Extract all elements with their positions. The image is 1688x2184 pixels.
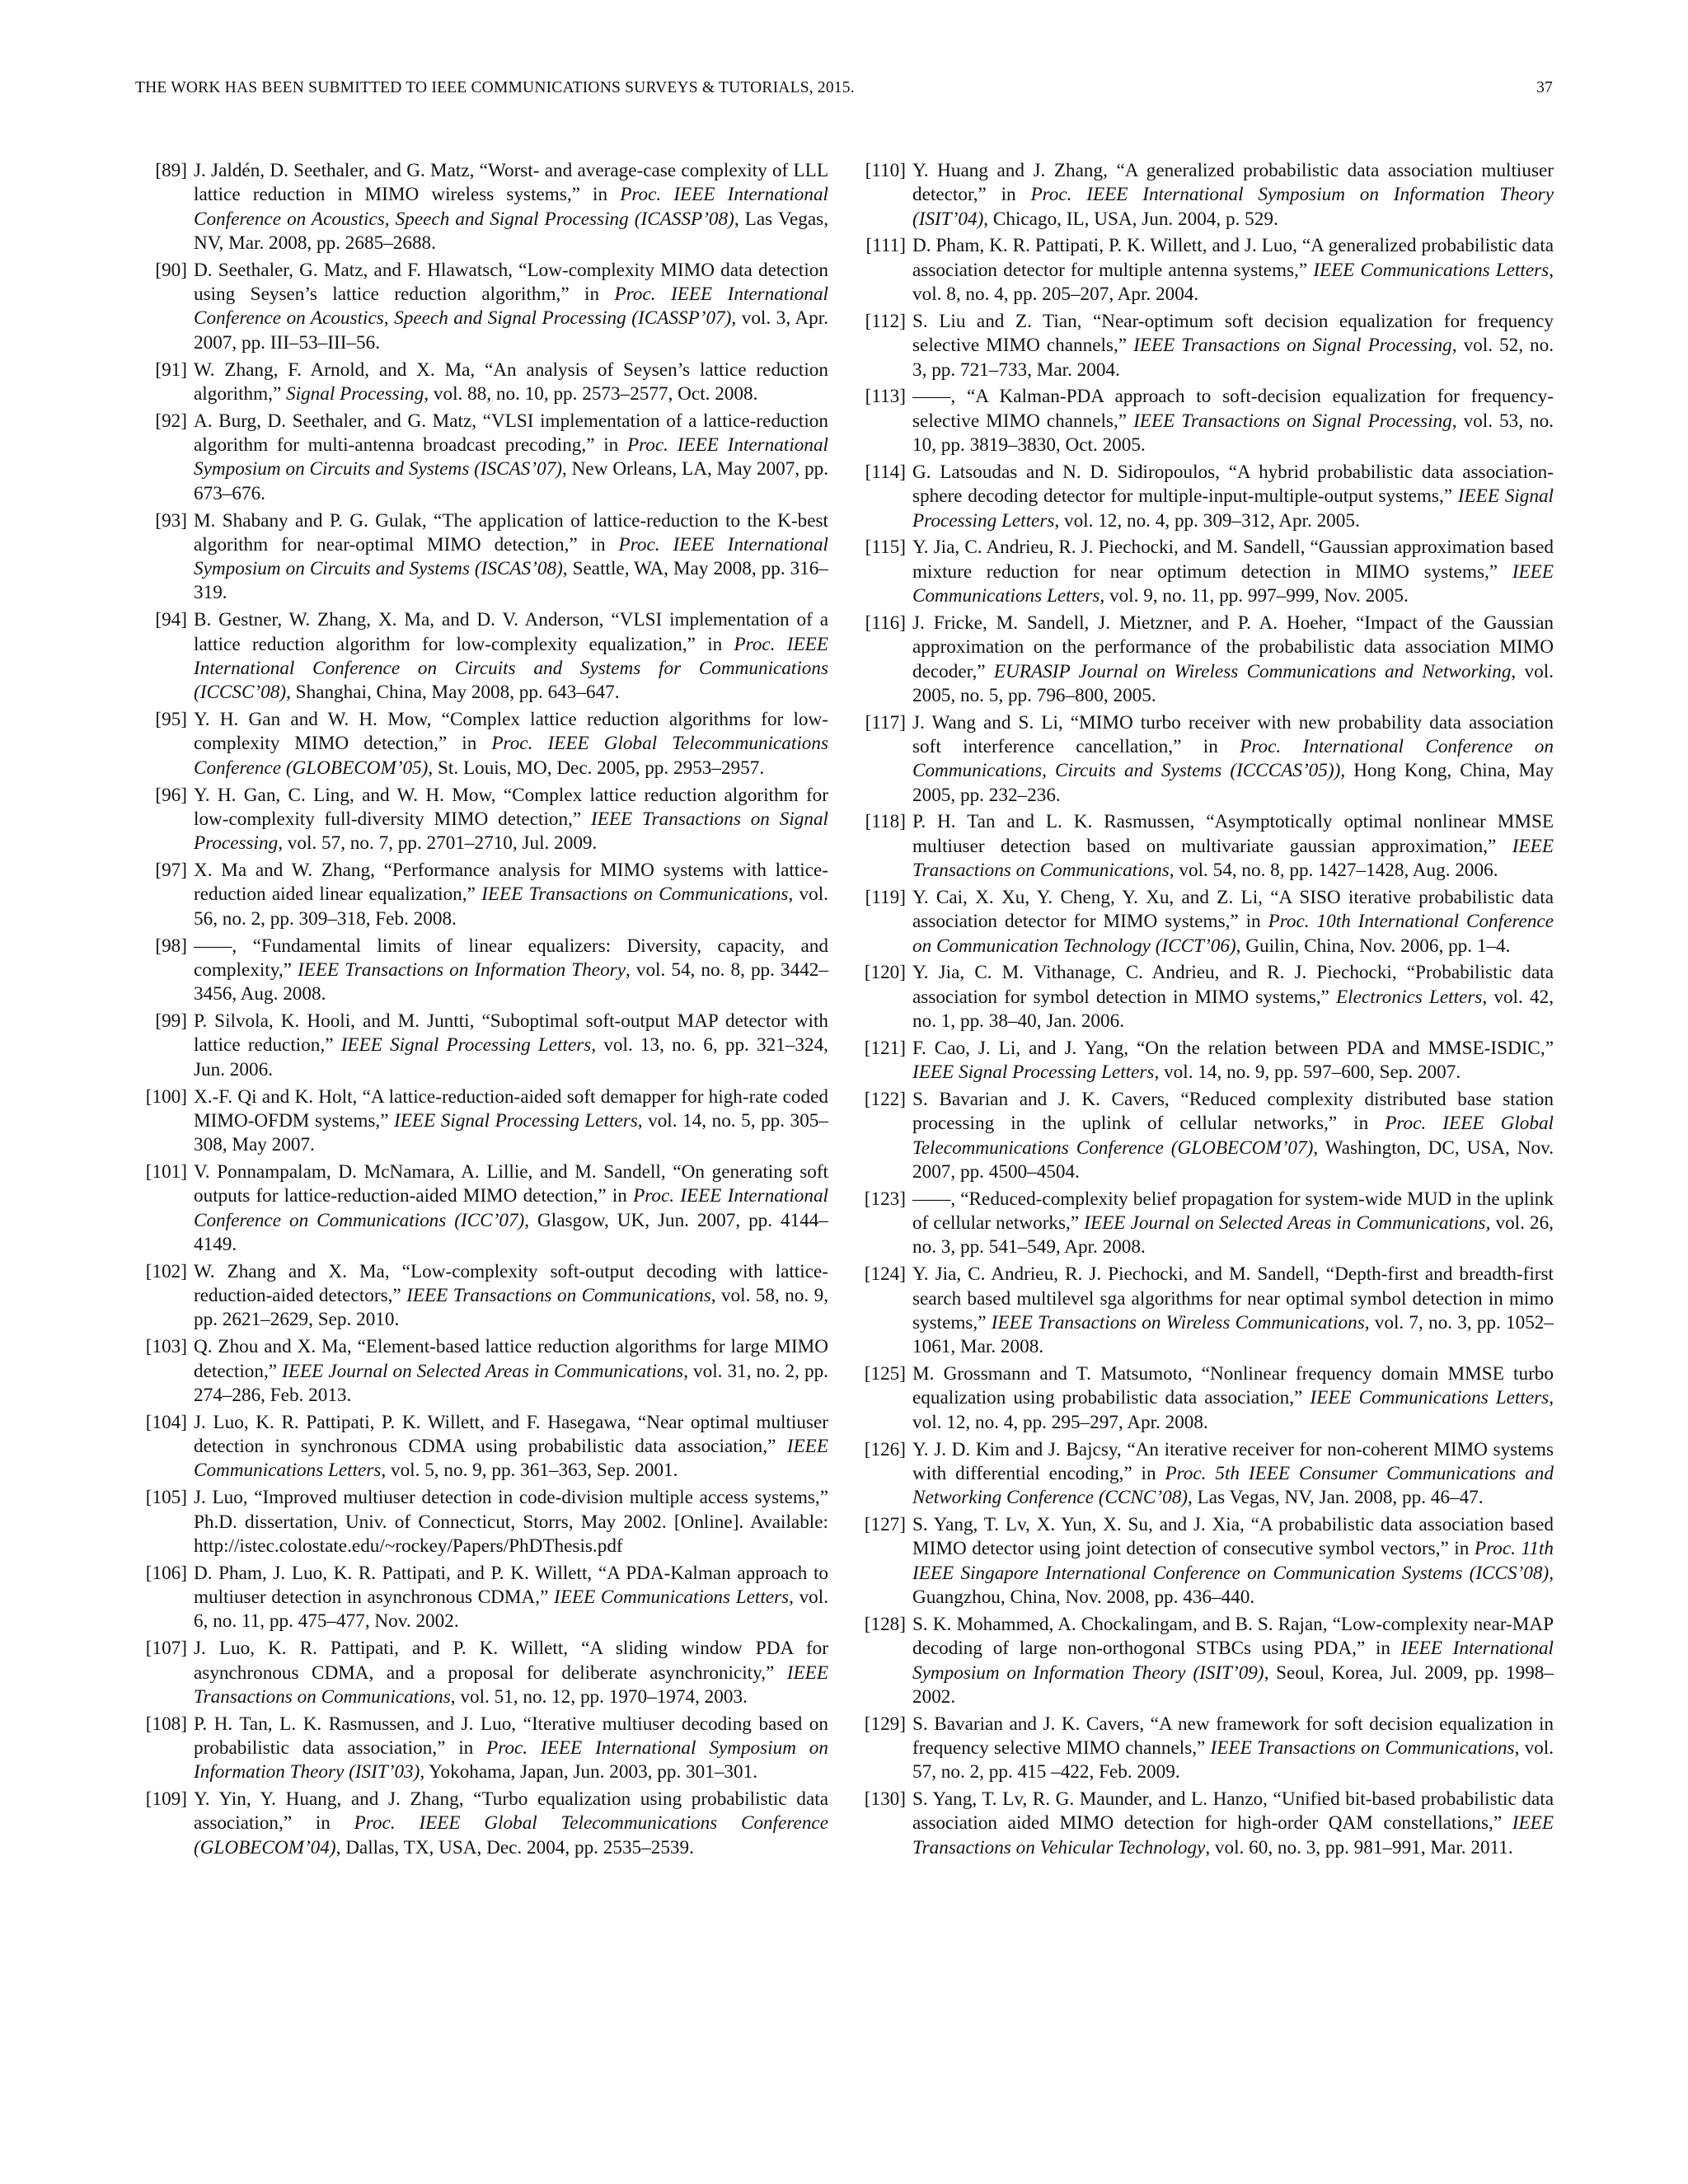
reference-segment: , Hong Kong, China, May 2005, pp. 232–236.: [912, 760, 1554, 806]
reference-venue: IEEE Signal Processing Letters: [340, 1034, 592, 1057]
reference-number: [95]: [155, 709, 187, 731]
reference-entry: [136, 1260, 828, 1333]
reference-text: [194, 1260, 828, 1333]
reference-number: [127]: [864, 1514, 906, 1536]
reference-venue: Proc. IEEE Global Telecommunications Conference (GLOBECOM’07): [912, 1113, 1554, 1159]
reference-number: [109]: [145, 1788, 187, 1811]
reference-entry: [855, 961, 1554, 1033]
reference-segment: Y. Cai, X. Xu, Y. Cheng, Y. Xu, and Z. Li, “A SISO iterative probabilistic data association detector for MIMO systems,” in: [912, 886, 1554, 933]
reference-text: [194, 784, 828, 856]
reference-entry: [136, 1411, 828, 1483]
reference-text: [912, 1263, 1554, 1359]
reference-number: [115]: [865, 537, 906, 559]
reference-number: [113]: [865, 386, 906, 408]
reference-text: [912, 612, 1554, 708]
reference-segment: D. Seethaler, G. Matz, and F. Hlawatsch, “Low-complexity MIMO data detection using Seysen’s lattice reduction algorithm,” in: [194, 259, 828, 306]
reference-entry: [136, 509, 828, 606]
reference-entry: [855, 234, 1554, 307]
reference-venue: Proc. IEEE International Conference on Acoustics, Speech and Signal Processing (ICASSP’08): [194, 184, 828, 230]
reference-text: [194, 1562, 828, 1634]
reference-number: [93]: [155, 509, 187, 532]
reference-entry: [136, 1335, 828, 1408]
references-right-column: [855, 159, 1554, 1863]
reference-segment: J. Fricke, M. Sandell, J. Mietzner, and P. A. Hoeher, “Impact of the Gaussian approximation on the performance of the probabilistic data association MIMO decoder,”: [912, 612, 1554, 682]
reference-segment: , vol. 13, no. 6, pp. 321–324, Jun. 2006.: [194, 1034, 828, 1080]
reference-number: [100]: [145, 1085, 187, 1108]
reference-segment: , vol. 14, no. 9, pp. 597–600, Sep. 2007.: [1154, 1062, 1461, 1084]
reference-segment: Y. H. Gan, C. Ling, and W. H. Mow, “Complex lattice reduction algorithm for low-complexity full-diversity MIMO detection,”: [194, 784, 828, 830]
reference-venue: IEEE Journal on Selected Areas in Communications: [1084, 1212, 1486, 1235]
reference-entry: [136, 259, 828, 355]
reference-text: [194, 1085, 828, 1158]
reference-entry: [855, 1188, 1554, 1260]
reference-number: [110]: [865, 160, 906, 181]
reference-segment: , vol. 58, no. 9, pp. 2621–2629, Sep. 2010.: [194, 1285, 828, 1331]
reference-entry: [855, 1788, 1554, 1860]
reference-venue: Proc. IEEE International Symposium on Information Theory (ISIT’03): [194, 1736, 828, 1783]
reference-segment: , vol. 26, no. 3, pp. 541–549, Apr. 2008.: [912, 1212, 1554, 1258]
reference-text: [912, 1438, 1554, 1511]
reference-segment: Y. Jia, C. Andrieu, R. J. Piechocki, and M. Sandell, “Depth-first and breadth-first search based multilevel sga algorithms for near optimal symbol detection in mimo systems,”: [912, 1263, 1554, 1333]
reference-entry: [136, 1010, 828, 1082]
reference-number: [89]: [155, 160, 187, 181]
reference-segment: G. Latsoudas and N. D. Sidiropoulos, “A hybrid probabilistic data association-sphere decoding detector for multiple-input-multiple-output systems,”: [912, 461, 1554, 508]
reference-venue: Electronics Letters: [1336, 986, 1483, 1008]
reference-venue: IEEE Communications Letters: [1310, 1387, 1550, 1409]
reference-entry: [136, 784, 828, 856]
reference-segment: ——, “Reduced-complexity belief propagation for system-wide MUD in the uplink of cellular networks,”: [912, 1188, 1554, 1235]
reference-segment: , vol. 52, no. 3, pp. 721–733, Mar. 2004.: [912, 335, 1554, 381]
reference-venue: IEEE Transactions on Information Theory: [297, 958, 626, 981]
reference-text: [194, 359, 828, 407]
reference-segment: ——, “A Kalman-PDA approach to soft-decision equalization for frequency-selective MIMO channels,”: [912, 386, 1554, 432]
reference-segment: D. Pham, J. Luo, K. R. Pattipati, and P. K. Willett, “A PDA-Kalman approach to multiuser detection in asynchronous CDMA,”: [194, 1562, 828, 1609]
reference-venue: IEEE Signal Processing Letters: [912, 1062, 1155, 1084]
reference-entry: [136, 1486, 828, 1558]
reference-number: [129]: [864, 1713, 906, 1735]
reference-segment: , vol. 57, no. 7, pp. 2701–2710, Jul. 2009.: [278, 832, 598, 855]
reference-venue: Proc. IEEE International Conference on Communications (ICC’07): [194, 1185, 829, 1231]
reference-segment: , Shanghai, China, May 2008, pp. 643–647.: [286, 682, 620, 704]
reference-entry: [855, 1362, 1554, 1435]
reference-venue: Proc. IEEE International Conference on Circuits and Systems for Communications (ICCSC’08): [194, 633, 828, 704]
reference-segment: P. Silvola, K. Hooli, and M. Juntti, “Suboptimal soft-output MAP detector with lattice reduction,”: [194, 1010, 828, 1057]
reference-segment: A. Burg, D. Seethaler, and G. Matz, “VLSI implementation of a lattice-reduction algorithm for multi-antenna broadcast precoding,” in: [194, 410, 828, 457]
reference-entry: [136, 1562, 828, 1634]
reference-segment: , Yokohama, Japan, Jun. 2003, pp. 301–301.: [420, 1761, 757, 1783]
reference-segment: , vol. 8, no. 4, pp. 205–207, Apr. 2004.: [912, 259, 1554, 306]
reference-number: [116]: [865, 612, 906, 634]
reference-entry: [855, 1438, 1554, 1511]
reference-number: [107]: [145, 1638, 187, 1660]
reference-venue: Proc. International Conference on Communications, Circuits and Systems (ICCCAS’05)): [912, 735, 1554, 782]
reference-venue: IEEE International Symposium on Information Theory (ISIT’09): [912, 1638, 1554, 1684]
reference-venue: IEEE Transactions on Signal Processing: [194, 808, 828, 855]
reference-segment: , vol. 9, no. 11, pp. 997–999, Nov. 2005.: [1100, 585, 1409, 607]
reference-venue: IEEE Communications Letters: [194, 1436, 828, 1482]
reference-number: [90]: [155, 259, 187, 281]
reference-venue: IEEE Signal Processing Letters: [394, 1109, 638, 1132]
reference-text: [912, 1188, 1554, 1260]
reference-segment: , Seoul, Korea, Jul. 2009, pp. 1998–2002.: [912, 1661, 1554, 1708]
reference-venue: Proc. IEEE Global Telecommunications Conference (GLOBECOM’04): [194, 1812, 828, 1858]
reference-entry: [855, 886, 1554, 958]
reference-number: [106]: [145, 1562, 187, 1584]
reference-text: [194, 259, 828, 355]
reference-segment: , St. Louis, MO, Dec. 2005, pp. 2953–2957.: [428, 757, 765, 779]
reference-number: [91]: [155, 359, 187, 381]
reference-venue: IEEE Journal on Selected Areas in Communications: [282, 1360, 684, 1382]
reference-entry: [136, 708, 828, 780]
reference-text: [194, 1788, 828, 1860]
reference-segment: Q. Zhou and X. Ma, “Element-based lattice reduction algorithms for large MIMO detection,”: [194, 1336, 828, 1382]
reference-number: [108]: [145, 1713, 187, 1735]
reference-segment: , vol. 60, no. 3, pp. 981–991, Mar. 2011.: [1205, 1836, 1513, 1858]
reference-text: [912, 1713, 1554, 1785]
reference-venue: IEEE Transactions on Communications: [194, 1661, 828, 1708]
reference-segment: J. Wang and S. Li, “MIMO turbo receiver with new probability data association soft interference cancellation,” in: [912, 711, 1554, 757]
reference-segment: ——, “Fundamental limits of linear equalizers: Diversity, capacity, and complexity,”: [194, 935, 828, 981]
reference-entry: [855, 1713, 1554, 1785]
reference-number: [98]: [155, 935, 187, 957]
reference-segment: J. Luo, K. R. Pattipati, P. K. Willett, and F. Hasegawa, “Near optimal multiuser detection in synchronous CDMA using probabilistic data association,”: [194, 1411, 828, 1458]
reference-text: [194, 1637, 828, 1709]
reference-entry: [136, 608, 828, 705]
reference-number: [112]: [865, 310, 906, 332]
reference-number: [118]: [865, 811, 906, 833]
reference-text: [912, 310, 1554, 382]
reference-entry: [855, 1088, 1554, 1184]
reference-entry: [855, 1263, 1554, 1359]
reference-entry: [136, 359, 828, 407]
reference-segment: J. Luo, K. R. Pattipati, and P. K. Willett, “A sliding window PDA for asynchronous CDMA, and a proposal for deliberate asynchronicity,”: [194, 1638, 828, 1684]
reference-number: [97]: [155, 860, 187, 882]
reference-venue: Proc. IEEE International Symposium on Information Theory (ISIT’04): [912, 184, 1554, 230]
reference-entry: [855, 385, 1554, 457]
reference-segment: Y. J. D. Kim and J. Bajcsy, “An iterative receiver for non-coherent MIMO systems with differential encoding,” in: [912, 1438, 1554, 1484]
reference-entry: [136, 1637, 828, 1709]
reference-text: [912, 1788, 1554, 1860]
reference-text: [912, 1362, 1554, 1435]
reference-venue: Proc. IEEE International Symposium on Circuits and Systems (ISCAS’07): [194, 434, 828, 480]
reference-text: [912, 234, 1554, 307]
reference-segment: , vol. 6, no. 11, pp. 475–477, Nov. 2002.: [194, 1586, 828, 1633]
reference-venue: IEEE Transactions on Signal Processing: [1133, 335, 1452, 357]
reference-venue: Proc. 10th International Conference on Communication Technology (ICCT’06): [912, 911, 1554, 957]
reference-segment: , vol. 3, Apr. 2007, pp. III–53–III–56.: [194, 307, 828, 354]
reference-segment: X.-F. Qi and K. Holt, “A lattice-reduction-aided soft demapper for high-rate coded MIMO-OFDM systems,”: [194, 1085, 828, 1132]
reference-text: [912, 385, 1554, 457]
reference-segment: Y. Jia, C. M. Vithanage, C. Andrieu, and R. J. Piechocki, “Probabilistic data association for symbol detection in MIMO systems,”: [912, 962, 1554, 1008]
reference-segment: S. Bavarian and J. K. Cavers, “Reduced complexity distributed base station processing in the uplink of cellular networks,” in: [912, 1089, 1554, 1135]
reference-number: [130]: [864, 1788, 906, 1811]
reference-segment: , Guilin, China, Nov. 2006, pp. 1–4.: [1236, 935, 1511, 957]
reference-entry: [136, 1713, 828, 1785]
reference-segment: J. Luo, “Improved multiuser detection in code-division multiple access systems,” Ph.D. dissertation, Univ. of Connecticut, Storrs, May 2002. [Online]. Available: http://istec.colostate.edu/~rockey/Papers/PhDThesis.pdf: [194, 1487, 828, 1557]
reference-segment: M. Shabany and P. G. Gulak, “The application of lattice-reduction to the K-best algorithm for near-optimal MIMO detection,” in: [194, 509, 828, 555]
reference-segment: , vol. 7, no. 3, pp. 1052–1061, Mar. 2008.: [912, 1311, 1554, 1358]
reference-segment: B. Gestner, W. Zhang, X. Ma, and D. V. Anderson, “VLSI implementation of a lattice reduction algorithm for low-complexity equalization,” in: [194, 609, 828, 655]
reference-segment: , vol. 12, no. 4, pp. 309–312, Apr. 2005.: [1054, 509, 1360, 532]
reference-segment: , vol. 2005, no. 5, pp. 796–800, 2005.: [912, 660, 1554, 706]
reference-venue: IEEE Signal Processing Letters: [912, 485, 1554, 532]
reference-text: [912, 461, 1554, 533]
reference-text: [912, 1513, 1554, 1610]
reference-segment: S. K. Mohammed, A. Chockalingam, and B. S. Rajan, “Low-complexity near-MAP decoding of large non-orthogonal STBCs using PDA,” in: [912, 1613, 1554, 1660]
reference-segment: Y. H. Gan and W. H. Mow, “Complex lattice reduction algorithms for low-complexity MIMO detection,” in: [194, 709, 828, 755]
reference-number: [114]: [865, 461, 906, 483]
reference-text: [912, 1613, 1554, 1709]
reference-text: [194, 935, 828, 1007]
reference-number: [122]: [864, 1089, 906, 1111]
reference-entry: [855, 1037, 1554, 1085]
reference-number: [102]: [145, 1260, 187, 1282]
reference-venue: Proc. 5th IEEE Consumer Communications and Networking Conference (CCNC’08): [912, 1462, 1554, 1509]
reference-number: [119]: [865, 886, 906, 908]
reference-segment: , vol. 88, no. 10, pp. 2573–2577, Oct. 2008.: [424, 382, 758, 405]
reference-number: [101]: [145, 1161, 187, 1183]
reference-entry: [855, 612, 1554, 708]
reference-segment: , vol. 31, no. 2, pp. 274–286, Feb. 2013.: [194, 1360, 828, 1406]
reference-number: [105]: [145, 1487, 187, 1509]
reference-entry: [855, 1513, 1554, 1610]
reference-text: [194, 1160, 828, 1257]
reference-number: [94]: [155, 609, 187, 631]
reference-segment: M. Grossmann and T. Matsumoto, “Nonlinear frequency domain MMSE turbo equalization using probabilistic data association,”: [912, 1363, 1554, 1409]
reference-entry: [855, 1613, 1554, 1709]
reference-segment: , vol. 5, no. 9, pp. 361–363, Sep. 2001.: [381, 1460, 678, 1482]
reference-number: [92]: [155, 410, 187, 432]
reference-number: [120]: [864, 962, 906, 984]
reference-venue: IEEE Transactions on Signal Processing: [1133, 410, 1452, 432]
reference-venue: Proc. 11th IEEE Singapore International Conference on Communication Systems (ICCS’08): [912, 1538, 1554, 1584]
reference-text: [912, 961, 1554, 1033]
reference-text: [194, 859, 828, 931]
reference-text: [194, 1486, 828, 1558]
reference-entry: [855, 711, 1554, 808]
reference-venue: Proc. IEEE International Conference on Acoustics, Speech and Signal Processing (ICASSP’07): [194, 284, 828, 330]
reference-venue: IEEE Transactions on Communications: [406, 1285, 711, 1307]
reference-entry: [855, 536, 1554, 608]
reference-venue: IEEE Transactions on Vehicular Technology: [912, 1812, 1554, 1858]
reference-segment: J. Jaldén, D. Seethaler, and G. Matz, “Worst- and average-case complexity of LLL lattice reduction in MIMO wireless systems,” in: [194, 160, 828, 206]
reference-number: [104]: [145, 1411, 187, 1433]
reference-segment: S. Yang, T. Lv, R. G. Maunder, and L. Hanzo, “Unified bit-based probabilistic data association aided MIMO detection for high-order QAM constellations,”: [912, 1788, 1554, 1835]
reference-segment: , Las Vegas, NV, Mar. 2008, pp. 2685–2688.: [194, 208, 829, 254]
reference-text: [194, 159, 828, 255]
reference-venue: IEEE Transactions on Communications: [481, 883, 789, 906]
reference-number: [117]: [865, 711, 906, 733]
reference-text: [194, 608, 828, 705]
reference-segment: V. Ponnampalam, D. McNamara, A. Lillie, and M. Sandell, “On generating soft outputs for lattice-reduction-aided MIMO detection,” in: [194, 1161, 828, 1207]
reference-segment: , New Orleans, LA, May 2007, pp. 673–676.: [194, 458, 828, 504]
reference-segment: , Glasgow, UK, Jun. 2007, pp. 4144–4149.: [194, 1209, 828, 1255]
reference-venue: IEEE Communications Letters: [912, 560, 1554, 607]
reference-text: [912, 1037, 1554, 1085]
reference-venue: EURASIP Journal on Wireless Communications and Networking: [993, 660, 1512, 682]
reference-text: [194, 1010, 828, 1082]
reference-number: [126]: [864, 1438, 906, 1460]
reference-segment: Y. Jia, C. Andrieu, R. J. Piechocki, and M. Sandell, “Gaussian approximation based mixture reduction for near optimum detection in MIMO systems,”: [912, 537, 1554, 583]
reference-segment: Y. Yin, Y. Huang, and J. Zhang, “Turbo equalization using probabilistic data association,” in: [194, 1788, 828, 1835]
reference-segment: W. Zhang, F. Arnold, and X. Ma, “An analysis of Seysen’s lattice reduction algorithm,”: [194, 359, 828, 405]
journal-title: THE WORK HAS BEEN SUBMITTED TO IEEE COMMUNICATIONS SURVEYS & TUTORIALS, 2015.: [135, 79, 855, 96]
reference-text: [912, 536, 1554, 608]
reference-text: [912, 159, 1554, 232]
reference-entry: [136, 935, 828, 1007]
reference-text: [912, 1088, 1554, 1184]
reference-segment: , Seattle, WA, May 2008, pp. 316–319.: [194, 558, 828, 604]
reference-segment: , Guangzhou, China, Nov. 2008, pp. 436–440.: [912, 1562, 1554, 1609]
reference-venue: Proc. IEEE International Symposium on Circuits and Systems (ISCAS’08): [194, 533, 828, 580]
reference-text: [194, 708, 828, 780]
reference-number: [125]: [864, 1363, 906, 1385]
reference-segment: , vol. 12, no. 4, pp. 295–297, Apr. 2008.: [912, 1387, 1554, 1433]
reference-entry: [136, 1788, 828, 1860]
reference-venue: IEEE Transactions on Communications: [1210, 1736, 1515, 1759]
reference-segment: P. H. Tan, L. K. Rasmussen, and J. Luo, “Iterative multiuser decoding based on probabilistic data association,” in: [194, 1713, 828, 1759]
reference-segment: , vol. 54, no. 8, pp. 3442–3456, Aug. 2008.: [194, 958, 828, 1005]
references-left-column: [136, 159, 828, 1863]
reference-segment: F. Cao, J. Li, and J. Yang, “On the relation between PDA and MMSE-ISDIC,”: [912, 1037, 1554, 1059]
reference-number: [121]: [864, 1037, 906, 1059]
reference-venue: IEEE Transactions on Wireless Communications: [991, 1311, 1365, 1333]
reference-text: [194, 1411, 828, 1483]
reference-segment: S. Bavarian and J. K. Cavers, “A new framework for soft decision equalization in frequency selective MIMO channels,”: [912, 1713, 1554, 1759]
reference-number: [103]: [145, 1336, 187, 1358]
reference-segment: , Washington, DC, USA, Nov. 2007, pp. 4500–4504.: [912, 1137, 1554, 1183]
reference-segment: S. Yang, T. Lv, X. Yun, X. Su, and J. Xia, “A probabilistic data association based MIMO detector using joint detection of consecutive symbol vectors,” in: [912, 1514, 1554, 1560]
reference-entry: [136, 859, 828, 931]
reference-segment: , vol. 54, no. 8, pp. 1427–1428, Aug. 2006.: [1169, 860, 1498, 882]
reference-entry: [136, 159, 828, 255]
reference-segment: , vol. 53, no. 10, pp. 3819–3830, Oct. 2005.: [912, 410, 1554, 457]
reference-text: [194, 1335, 828, 1408]
reference-entry: [855, 159, 1554, 232]
reference-venue: IEEE Communications Letters: [554, 1586, 790, 1609]
reference-segment: P. H. Tan and L. K. Rasmussen, “Asymptotically optimal nonlinear MMSE multiuser detection based on multivariate gaussian approximation,”: [912, 811, 1554, 857]
reference-venue: IEEE Communications Letters: [1313, 259, 1550, 281]
reference-segment: S. Liu and Z. Tian, “Near-optimum soft decision equalization for frequency selective MIMO channels,”: [912, 310, 1554, 357]
reference-segment: Y. Huang and J. Zhang, “A generalized probabilistic data association multiuser detector,” in: [912, 160, 1554, 206]
reference-text: [912, 711, 1554, 808]
reference-segment: W. Zhang and X. Ma, “Low-complexity soft-output decoding with lattice-reduction-aided detectors,”: [194, 1260, 828, 1307]
reference-segment: D. Pham, K. R. Pattipati, P. K. Willett, and J. Luo, “A generalized probabilistic data association detector for multiple antenna systems,”: [912, 235, 1554, 281]
reference-segment: , Dallas, TX, USA, Dec. 2004, pp. 2535–2539.: [335, 1836, 694, 1858]
reference-venue: Signal Processing: [286, 382, 424, 405]
reference-number: [128]: [864, 1613, 906, 1635]
reference-segment: , Las Vegas, NV, Jan. 2008, pp. 46–47.: [1188, 1487, 1484, 1509]
reference-entry: [855, 810, 1554, 883]
reference-venue: Proc. IEEE Global Telecommunications Conference (GLOBECOM’05): [194, 733, 828, 779]
running-header: [135, 79, 1553, 104]
page-number: 37: [1536, 79, 1553, 96]
reference-entry: [136, 410, 828, 506]
reference-text: [912, 886, 1554, 958]
reference-number: [96]: [155, 784, 187, 806]
reference-text: [194, 509, 828, 606]
reference-entry: [855, 461, 1554, 533]
reference-segment: , vol. 57, no. 2, pp. 415 –422, Feb. 2009.: [912, 1736, 1554, 1783]
reference-segment: , vol. 42, no. 1, pp. 38–40, Jan. 2006.: [912, 986, 1554, 1033]
reference-venue: IEEE Transactions on Communications: [912, 835, 1554, 882]
reference-segment: , vol. 51, no. 12, pp. 1970–1974, 2003.: [450, 1685, 748, 1708]
reference-entry: [136, 1160, 828, 1257]
reference-segment: , vol. 56, no. 2, pp. 309–318, Feb. 2008.: [194, 883, 828, 930]
reference-text: [194, 1713, 828, 1785]
reference-segment: , Chicago, IL, USA, Jun. 2004, p. 529.: [983, 208, 1278, 230]
reference-entry: [855, 310, 1554, 382]
reference-segment: , vol. 14, no. 5, pp. 305–308, May 2007.: [194, 1109, 828, 1156]
reference-number: [124]: [864, 1263, 906, 1286]
reference-number: [99]: [155, 1010, 187, 1033]
reference-number: [123]: [864, 1188, 906, 1210]
reference-entry: [136, 1085, 828, 1158]
reference-segment: X. Ma and W. Zhang, “Performance analysis for MIMO systems with lattice-reduction aided linear equalization,”: [194, 860, 828, 906]
reference-text: [912, 810, 1554, 883]
reference-number: [111]: [865, 235, 906, 257]
reference-text: [194, 410, 828, 506]
